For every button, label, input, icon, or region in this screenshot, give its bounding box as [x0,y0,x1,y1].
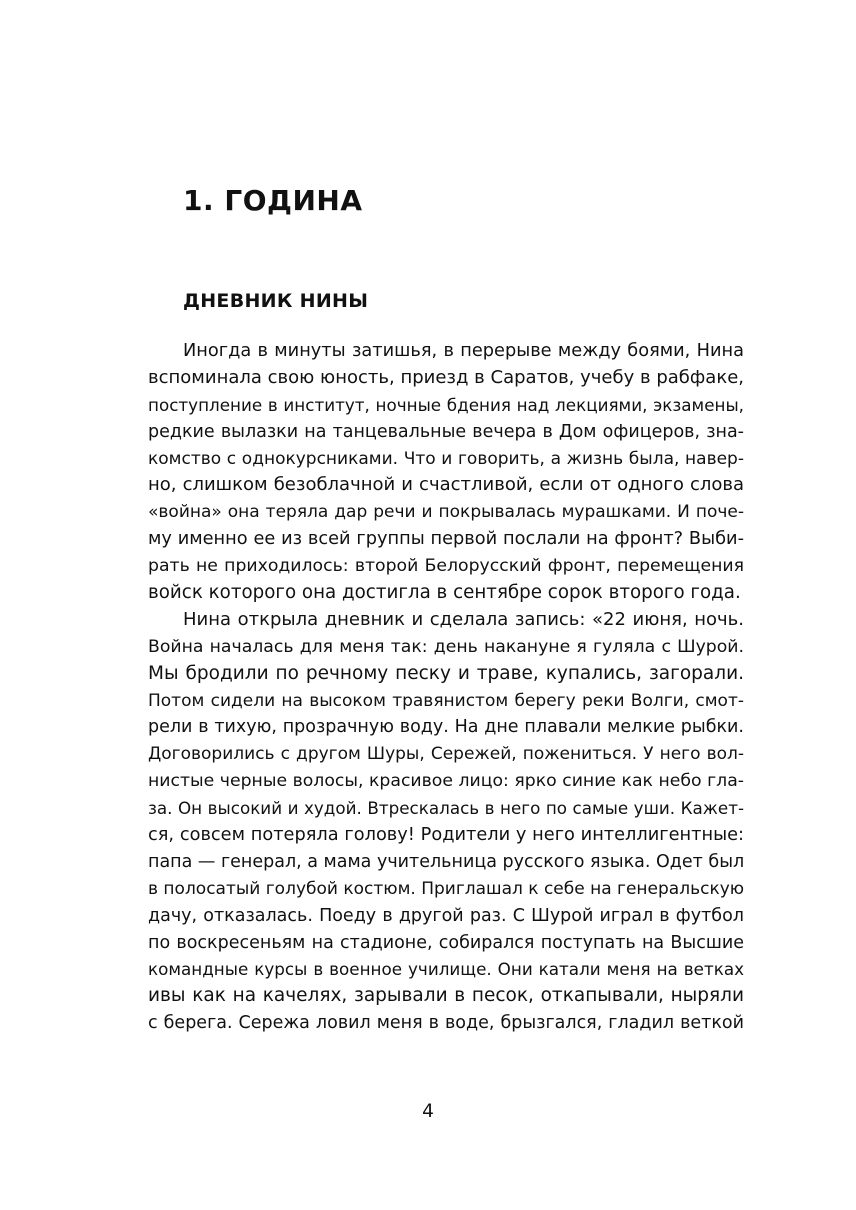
text-line: рели в тихую, прозрачную воду. На дне плавали мелкие рыбки. [148,717,744,738]
text-line: редкие вылазки на танцевальные вечера в Дом офицеров, зна- [148,421,744,442]
text-line: рать не приходилось: второй Белорусский фронт, перемещения [148,556,744,577]
page-number: 4 [422,1101,434,1122]
body-text [148,338,744,1037]
text-line: за. Он высокий и худой. Втрескалась в него по самые уши. Кажет- [148,798,744,819]
text-line: но, слишком безоблачной и счастливой, если от одного слова [148,474,744,496]
text-line: Мы бродили по речному песку и траве, купались, загорали. [148,662,744,684]
text-line: комство с однокурсниками. Что и говорить, а жизнь была, навер- [148,448,744,469]
text-line: ивы как на качелях, зарывали в песок, откапывали, ныряли [148,985,744,1007]
text-line: Договорились с другом Шуры, Сережей, пожениться. У него вол- [148,744,744,765]
text-line: войск которого она достигла в сентябре сорок второго года. [148,582,741,604]
text-line: с берега. Сережа ловил меня в воде, брызгался, гладил веткой [148,1013,744,1034]
text-line: нистые черные волосы, красивое лицо: ярко синие как небо гла- [148,771,744,792]
text-line: Иногда в минуты затишья, в перерыве между боями, Нина [183,341,744,361]
text-line: командные курсы в военное училище. Они катали меня на ветках [148,959,744,980]
text-line: по воскресеньям на стадионе, собирался поступать на Высшие [148,932,744,953]
text-line: му именно ее из всей группы первой послали на фронт? Выби- [148,529,744,550]
text-line: в полосатый голубой костюм. Приглашал к себе на генеральскую [148,878,744,899]
text-line: Потом сидели на высоком травянистом берегу реки Волги, смот- [148,690,744,711]
text-line: ся, совсем потеряла голову! Родители у него интеллигентные: [148,825,744,846]
text-line: «война» она теряла дар речи и покрывалась мурашками. И поче- [148,502,744,523]
chapter-title: 1. ГОДИНА [183,184,363,217]
text-line: вспоминала свою юность, приезд в Саратов, учебу в рабфаке, [148,366,744,388]
text-line: Нина открыла дневник и сделала запись: «22 июня, ночь. [183,608,744,630]
section-title: ДНЕВНИК НИНЫ [183,290,369,312]
text-line: поступление в институт, ночные бдения над лекциями, экзамены, [148,394,744,415]
text-line: Война началась для меня так: день накануне я гуляла с Шурой. [148,636,744,657]
text-line: дачу, отказалась. Поеду в другой раз. С Шурой играл в футбол [148,905,744,926]
text-line: папа — генерал, а мама учительница русского языка. Одет был [148,851,744,872]
